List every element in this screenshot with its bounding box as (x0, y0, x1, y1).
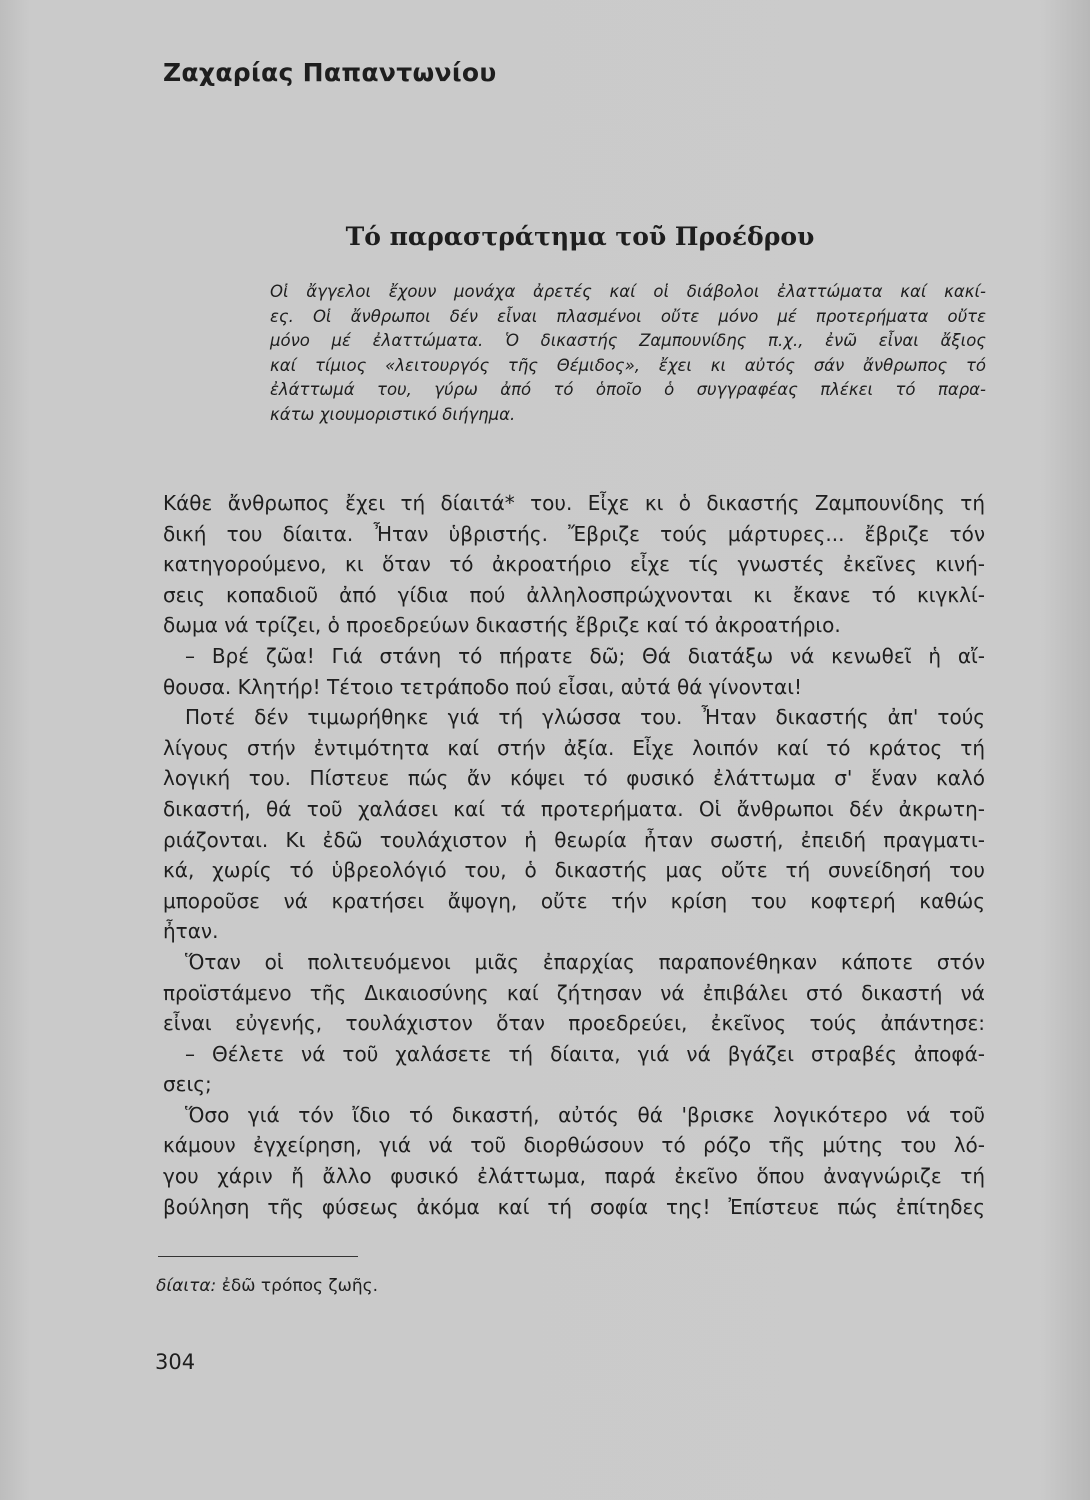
body-line: μποροῦσε νά κρατήσει ἄψογη, οὔτε τήν κρίση του κοφτερή καθώς (163, 888, 985, 913)
footnote-term: δίαιτα: (156, 1276, 217, 1296)
body-line: κατηγορούμενο, κι ὅταν τό ἀκροατήριο εἶχε τίς γνωστές ἐκεῖνες κινή- (163, 552, 985, 577)
intro-line: καί τίμιος «λειτουργός τῆς Θέμιδος», ἔχει κι αὐτός σάν ἄνθρωπος τό (270, 355, 986, 375)
body-line: δικαστή, θά τοῦ χαλάσει καί τά προτερήματα. Οἱ ἄνθρωποι δέν ἀκρωτη- (163, 796, 985, 821)
intro-line: ἐλάττωμά του, γύρω ἀπό τό ὁποῖο ὁ συγγραφέας πλέκει τό παρα- (270, 380, 986, 399)
body-line: δωμα νά τρίζει, ὁ προεδρεύων δικαστής ἔβριζε καί τό ἀκροατήριο. (163, 613, 841, 638)
intro-line: κάτω χιουμοριστικό διήγημα. (270, 404, 516, 424)
footnote (156, 1276, 378, 1296)
body-line: γου χάριν ἤ ἄλλο φυσικό ἐλάττωμα, παρά ἐκεῖνο ὅπου ἀναγνώριζε τή (163, 1164, 985, 1189)
body-line: προϊστάμενο τῆς Δικαιοσύνης καί ζήτησαν νά ἐπιβάλει στό δικαστή νά (163, 980, 985, 1005)
body-line: ἦταν. (163, 919, 219, 944)
body-line: Κάθε ἄνθρωπος ἔχει τή δίαιτά* του. Εἶχε κι ὁ δικαστής Ζαμπουνίδης τή (163, 491, 985, 515)
body-line: σεις; (163, 1072, 212, 1097)
body-line: κά, χωρίς τό ὑβρεολόγιό του, ὁ δικαστής μας οὔτε τή συνείδησή του (163, 858, 985, 883)
intro-line: μόνο μέ ἐλαττώματα. Ὁ δικαστής Ζαμπουνίδης π.χ., ἐνῶ εἶναι ἄξιος (270, 331, 986, 350)
intro-line: ες. Οἱ ἄνθρωποι δέν εἶναι πλασμένοι οὔτε μόνο μέ προτερήματα οὔτε (270, 306, 986, 326)
body-line: Ὅταν οἱ πολιτευόμενοι μιᾶς ἐπαρχίας παραπονέθηκαν κάποτε στόν (185, 949, 985, 974)
body-line: εἶναι εὐγενής, τουλάχιστον ὅταν προεδρεύει, ἐκεῖνος τούς ἀπάντησε: (163, 1011, 985, 1036)
body-line: – Βρέ ζῶα! Γιά στάνη τό πήρατε δῶ; Θά διατάξω νά κενωθεῖ ἡ αἴ- (185, 643, 985, 668)
body-line: βούληση τῆς φύσεως ἀκόμα καί τή σοφία της! Ἐπίστευε πώς ἐπίτηδες (163, 1194, 985, 1219)
story-body (163, 488, 985, 1222)
body-line: θουσα. Κλητήρ! Τέτοιο τετράποδο πού εἶσαι, αὐτά θά γίνονται! (163, 674, 803, 699)
author-name: Ζαχαρίας Παπαντωνίου (163, 58, 497, 87)
body-line: λίγους στήν ἐντιμότητα καί στήν ἀξία. Εἶχε λοιπόν καί τό κράτος τή (163, 735, 985, 760)
intro-paragraph (270, 280, 986, 427)
footnote-definition: ἐδῶ τρόπος ζωῆς. (221, 1276, 378, 1296)
body-line: λογική του. Πίστευε πώς ἄν κόψει τό φυσικό ἐλάττωμα σ' ἕναν καλό (163, 766, 985, 791)
footnote-divider (158, 1256, 358, 1257)
story-title: Τό παραστράτημα τοῦ Προέδρου (345, 222, 815, 251)
body-line: δική του δίαιτα. Ἦταν ὑβριστής. Ἔβριζε τούς μάρτυρες... ἔβριζε τόν (163, 521, 985, 546)
intro-line: Οἱ ἄγγελοι ἔχουν μονάχα ἀρετές καί οἱ διάβολοι ἐλαττώματα καί κακί- (270, 282, 986, 301)
body-line: ριάζονται. Κι ἐδῶ τουλάχιστον ἡ θεωρία ἦταν σωστή, ἐπειδή πραγματι- (163, 827, 985, 852)
body-line: – Θέλετε νά τοῦ χαλάσετε τή δίαιτα, γιά νά βγάζει στραβές ἀποφά- (185, 1041, 985, 1066)
body-line: κάμουν ἐγχείρηση, γιά νά τοῦ διορθώσουν τό ρόζο τῆς μύτης του λό- (163, 1133, 985, 1158)
body-line: σεις κοπαδιοῦ ἀπό γίδια πού ἀλληλοσπρώχνονται κι ἔκανε τό κιγκλί- (163, 582, 985, 607)
body-line: Ὅσο γιά τόν ἴδιο τό δικαστή, αὐτός θά 'βρισκε λογικότερο νά τοῦ (185, 1102, 985, 1127)
body-line: Ποτέ δέν τιμωρήθηκε γιά τή γλώσσα του. Ἦταν δικαστής ἀπ' τούς (185, 705, 985, 730)
page-number: 304 (155, 1350, 196, 1374)
